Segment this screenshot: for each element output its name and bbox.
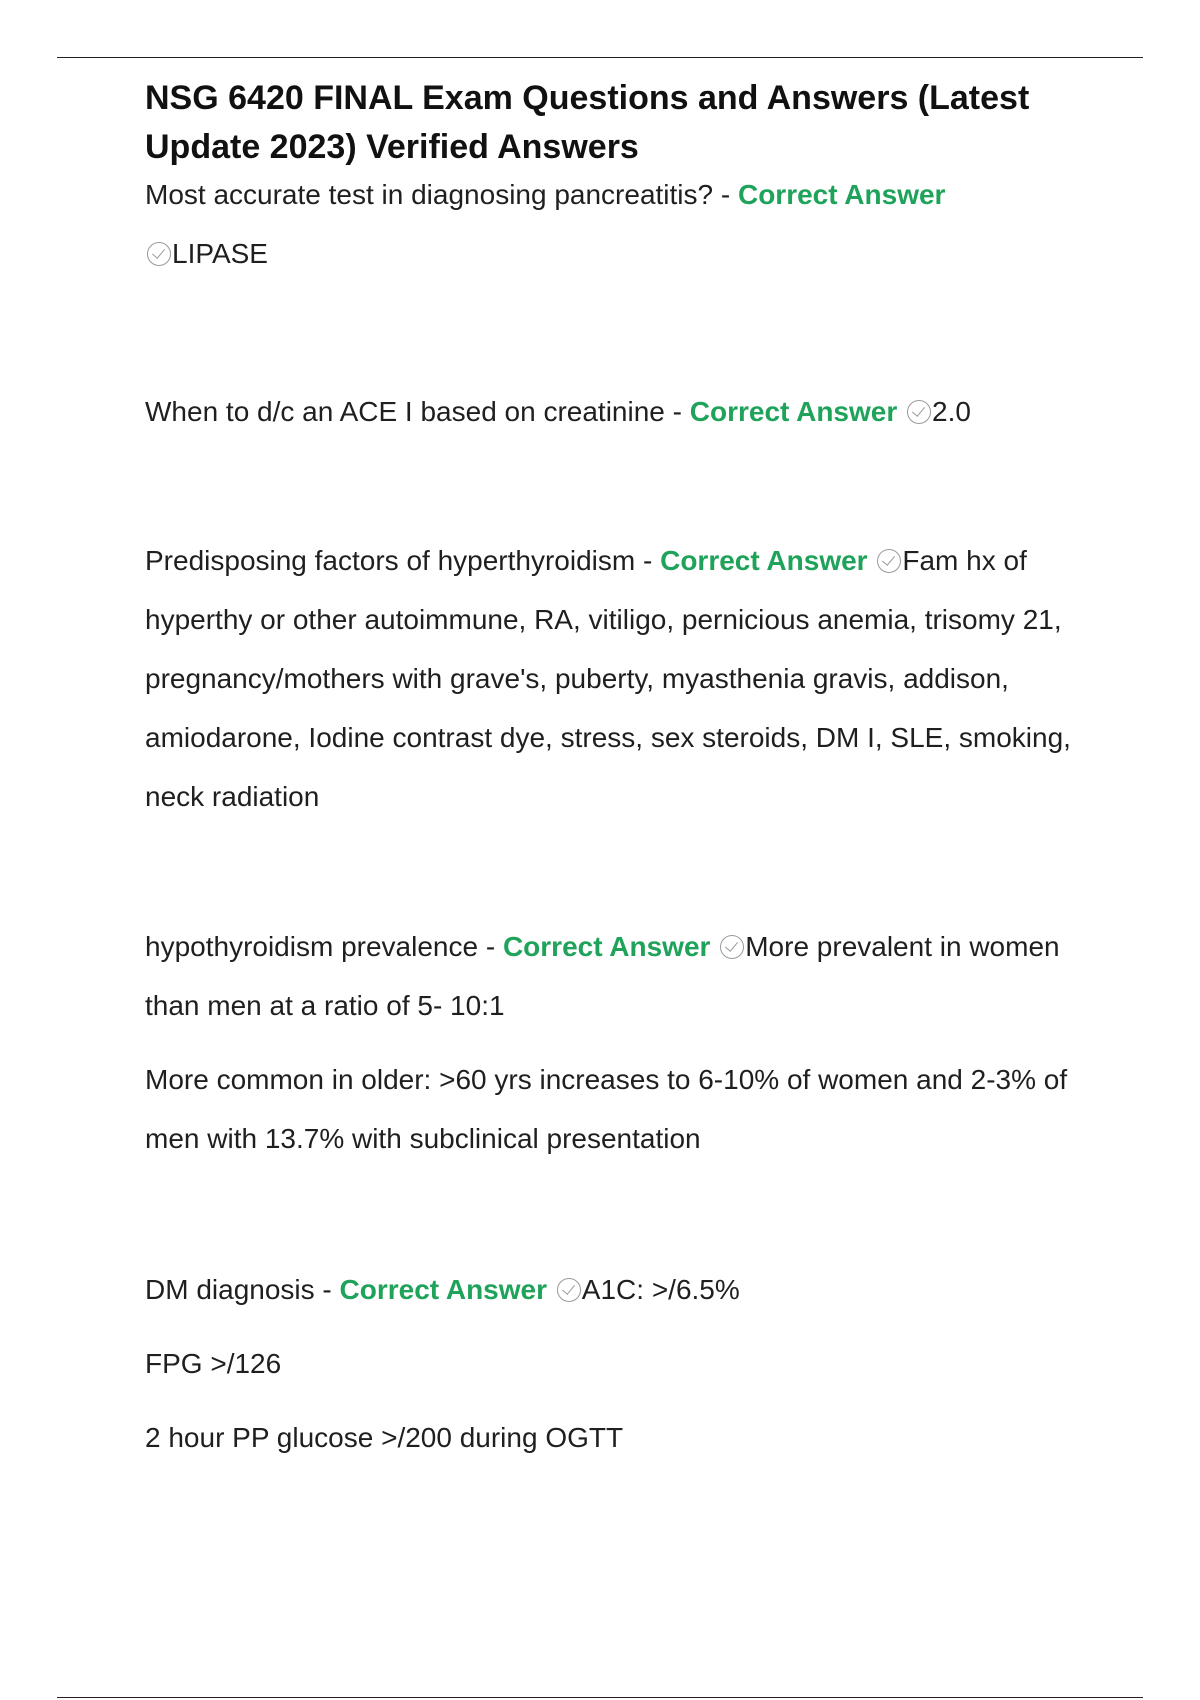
check-circle-icon xyxy=(720,935,744,959)
question-text: hypothyroidism prevalence xyxy=(145,931,479,962)
correct-answer-label: Correct Answer xyxy=(737,179,946,210)
answer-line xyxy=(145,1408,1105,1467)
question-text: When to d/c an ACE I based on creatinine xyxy=(145,396,665,427)
question-text: DM diagnosis xyxy=(145,1274,315,1305)
question-line: When to d/c an ACE I based on creatinine - Correct Answer 2.0 xyxy=(145,396,971,427)
answer-text: FPG >/126 xyxy=(145,1348,282,1379)
answer-text: 2.0 xyxy=(932,396,971,427)
check-circle-icon xyxy=(557,1278,581,1302)
qa-item xyxy=(145,172,1105,290)
answer-text: 2 hour PP glucose >/200 during OGTT xyxy=(145,1422,624,1453)
qa-item xyxy=(145,382,1105,441)
answer-line xyxy=(145,218,1105,290)
top-rule xyxy=(57,57,1143,58)
question-line: Predisposing factors of hyperthyroidism - Correct Answer Fam hx of hyperthy or other autoimmune, RA, vitiligo, pernicious anemia, trisomy 21, pregnancy/mothers with grave's, puberty, myasthenia gravis, addison, amiodarone, Iodine contrast dye, stress, sex steroids, DM I, SLE, smoking, neck radiation xyxy=(145,545,1071,812)
question-line: Most accurate test in diagnosing pancreatitis? - Correct Answer xyxy=(145,179,946,210)
qa-item xyxy=(145,1260,1105,1467)
answer-text: Fam hx of hyperthy or other autoimmune, RA, vitiligo, pernicious anemia, trisomy 21, pregnancy/mothers with grave's, puberty, myasthenia gravis, addison, amiodarone, Iodine contrast dye, stress, sex steroids, DM I, SLE, smoking, neck radiation xyxy=(145,545,1071,812)
correct-answer-label: Correct Answer xyxy=(689,396,898,427)
document-title: NSG 6420 FINAL Exam Questions and Answers (Latest Update 2023) Verified Answers xyxy=(145,79,1030,166)
check-circle-icon xyxy=(907,400,931,424)
qa-item xyxy=(145,917,1105,1168)
qa-item xyxy=(145,531,1105,826)
correct-answer-label: Correct Answer xyxy=(660,545,868,576)
bottom-rule xyxy=(57,1697,1143,1698)
question-line: DM diagnosis - Correct Answer A1C: >/6.5% xyxy=(145,1274,740,1305)
question-text: Predisposing factors of hyperthyroidism xyxy=(145,545,636,576)
question-line: hypothyroidism prevalence - Correct Answer More prevalent in women than men at a ratio of 5- 10:1 xyxy=(145,931,1060,1021)
answer-text: More common in older: >60 yrs increases to 6-10% of women and 2-3% of men with 13.7% with subclinical presentation xyxy=(145,1064,1068,1154)
answer-text: LIPASE xyxy=(172,238,268,269)
question-text: Most accurate test in diagnosing pancreatitis? xyxy=(145,179,714,210)
answer-text: More prevalent in women than men at a ratio of 5- 10:1 xyxy=(145,931,1060,1021)
correct-answer-label: Correct Answer xyxy=(502,931,711,962)
answer-line xyxy=(145,1050,1105,1168)
answer-line xyxy=(145,1334,1105,1393)
correct-answer-label: Correct Answer xyxy=(339,1274,548,1305)
check-circle-icon xyxy=(147,242,171,266)
answer-text: A1C: >/6.5% xyxy=(581,1274,740,1305)
document-body xyxy=(145,74,1105,1467)
check-circle-icon xyxy=(877,549,901,573)
